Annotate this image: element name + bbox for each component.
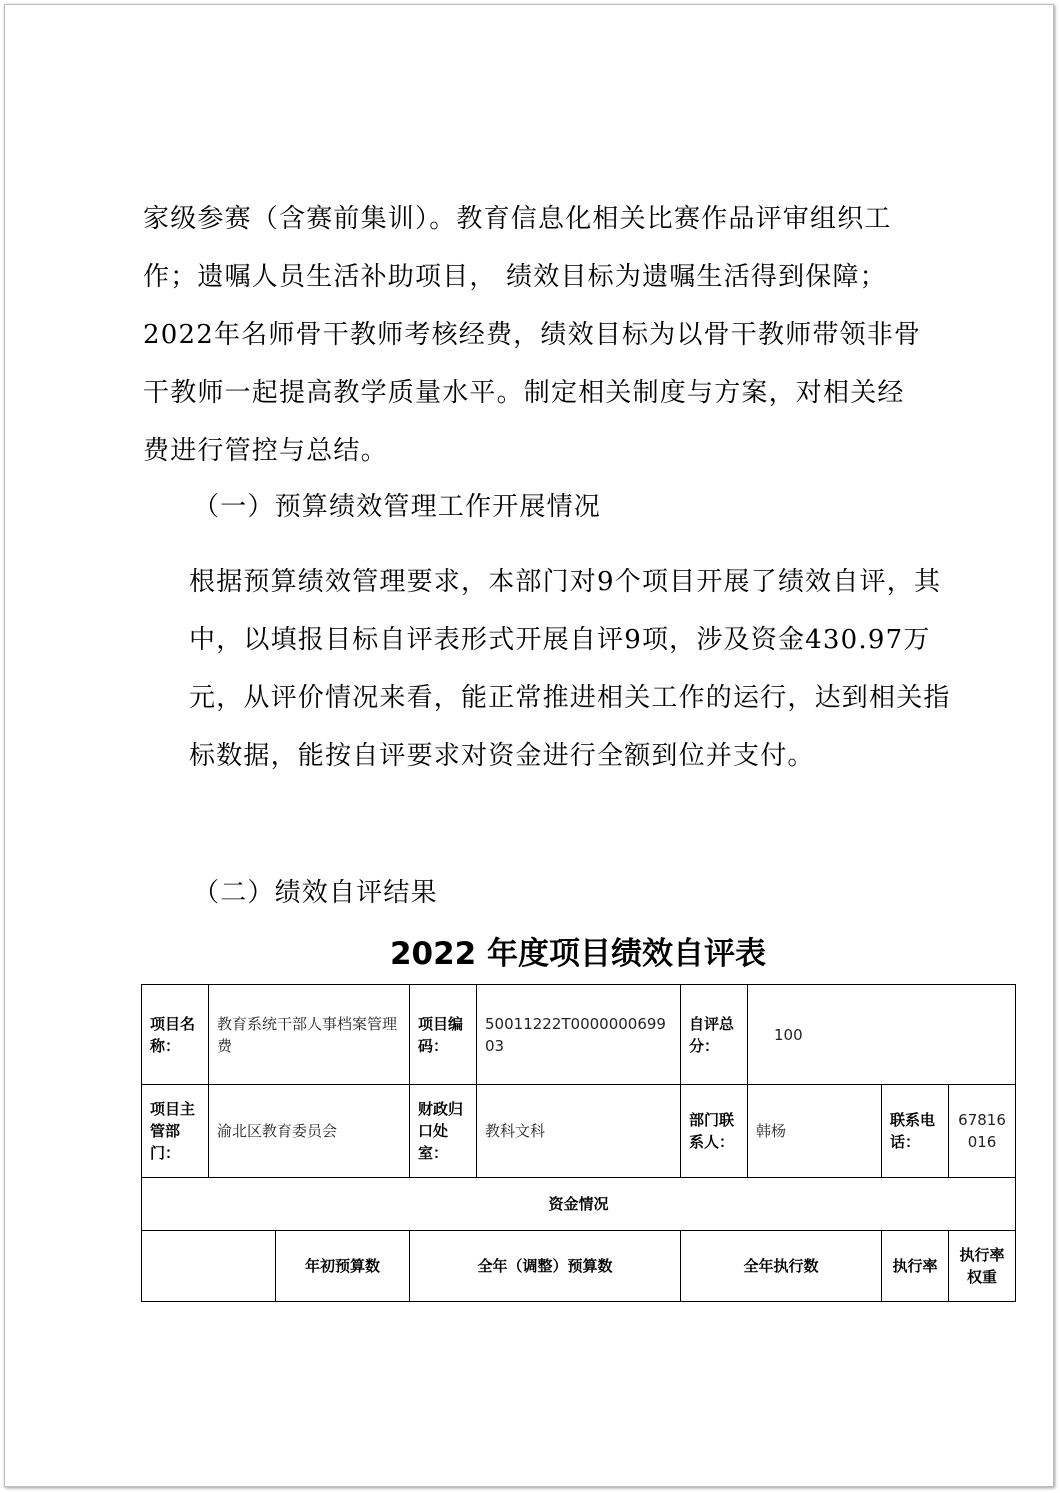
phone-label: 联系电话： — [882, 1085, 949, 1178]
col-initial-budget: 年初预算数 — [276, 1231, 410, 1302]
office-label: 财政归口处室： — [410, 1085, 477, 1178]
col-execution-rate: 执行率 — [882, 1231, 949, 1302]
project-name-value: 教育系统干部人事档案管理费 — [209, 985, 410, 1085]
contact-value: 韩杨 — [748, 1085, 882, 1178]
paragraph-continuation: 家级参赛（含赛前集训）。教育信息化相关比赛作品评审组织工作；遗嘱人员生活补助项目， 绩效目标为遗嘱生活得到保障；2022年名师骨干教师考核经费，绩效目标为以骨干教师带领非骨干教师一起提高教学质量水平。制定相关制度与方案，对相关经费进行管控与总结。 — [143, 204, 922, 466]
contact-label: 部门联系人： — [681, 1085, 748, 1178]
paragraph-budget-management: 根据预算绩效管理要求，本部门对9个项目开展了绩效自评，其中，以填报目标自评表形式开展自评9项，涉及资金430.97万元，从评价情况来看，能正常推进相关工作的运行，达到相关指标数据，能按自评要求对资金进行全额到位并支付。 — [189, 567, 951, 771]
table-title: 2022 年度项目绩效自评表 — [389, 936, 767, 972]
office-value: 教科文科 — [477, 1085, 681, 1178]
table-row — [142, 1231, 1016, 1302]
col-executed: 全年执行数 — [681, 1231, 882, 1302]
table-row — [142, 1178, 1016, 1231]
empty-cell — [142, 1231, 276, 1302]
col-adjusted-budget: 全年（调整）预算数 — [410, 1231, 681, 1302]
section-heading-self-evaluation: （二）绩效自评结果 — [193, 878, 438, 908]
section-heading-budget-management: （一）预算绩效管理工作开展情况 — [193, 492, 602, 522]
score-label: 自评总分： — [681, 985, 748, 1085]
funds-header: 资金情况 — [142, 1178, 1016, 1231]
dept-label: 项目主管部门： — [142, 1085, 209, 1178]
phone-value: 67816016 — [949, 1085, 1016, 1178]
evaluation-table — [141, 984, 1016, 1302]
score-value: 100 — [748, 985, 1016, 1085]
col-rate-weight: 执行率权重 — [949, 1231, 1016, 1302]
project-name-label: 项目名称： — [142, 985, 209, 1085]
dept-value: 渝北区教育委员会 — [209, 1085, 410, 1178]
table-row — [142, 985, 1016, 1085]
table-row — [142, 1085, 1016, 1178]
project-code-label: 项目编码： — [410, 985, 477, 1085]
project-code-value: 50011222T000000069903 — [477, 985, 681, 1085]
